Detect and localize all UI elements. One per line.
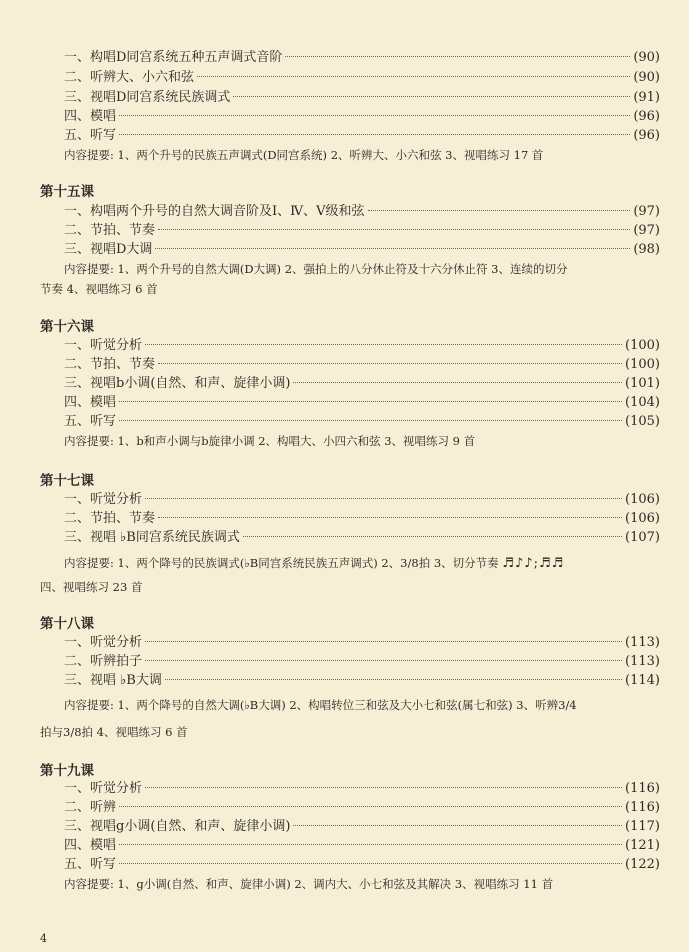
toc-entry-page: (105): [625, 414, 660, 429]
leader-dots: [158, 363, 622, 364]
leader-dots: [119, 806, 622, 807]
toc-entry-page: (113): [625, 654, 660, 669]
toc-entry[interactable]: [64, 528, 660, 548]
summary-text: 拍 3、切分节奏: [418, 556, 499, 570]
leader-dots: [158, 229, 630, 230]
content-summary-continued: 四、视唱练习 23 首: [40, 580, 143, 594]
toc-entry-page: (107): [625, 530, 660, 545]
leader-dots: [197, 76, 630, 77]
summary-text: 内容提要: 1、两个降号的民族调式(♭B同宫系统民族五声调式) 2、: [64, 556, 401, 570]
rhythm-notation: ♬♪♪;♬♬: [502, 556, 565, 571]
leader-dots: [165, 679, 622, 680]
leader-dots: [293, 382, 622, 383]
lesson-title[interactable]: 第十六课: [40, 319, 94, 335]
toc-entry[interactable]: [64, 633, 660, 653]
toc-entry-page: (100): [625, 338, 660, 353]
toc-entry[interactable]: [64, 671, 660, 691]
toc-entry-title: 三、视唱b小调(自然、和声、旋律小调): [64, 376, 291, 391]
toc-entry-title: 四、模唱: [64, 395, 117, 410]
leader-dots: [145, 787, 622, 788]
toc-entry-title: 一、听觉分析: [64, 492, 143, 507]
toc-entry-title: 四、模唱: [64, 109, 117, 124]
toc-entry[interactable]: [64, 107, 660, 127]
toc-entry-title: 三、视唱D大调: [64, 242, 153, 257]
time-signature: 3/4: [558, 698, 577, 712]
leader-dots: [119, 844, 622, 845]
toc-entry-title: 一、听觉分析: [64, 635, 143, 650]
toc-entry[interactable]: [64, 374, 660, 394]
toc-entry-page: (116): [625, 800, 660, 815]
toc-entry-title: 二、听辨大、小六和弦: [64, 70, 195, 85]
toc-entry-title: 五、听写: [64, 857, 117, 872]
toc-entry-title: 三、视唱 ♭B同宫系统民族调式: [64, 530, 240, 545]
toc-entry-page: (97): [633, 223, 660, 238]
leader-dots: [243, 536, 622, 537]
toc-entry[interactable]: [64, 393, 660, 413]
toc-entry-page: (100): [625, 357, 660, 372]
toc-entry-title: 五、听写: [64, 414, 117, 429]
toc-entry[interactable]: [64, 412, 660, 432]
lesson-title[interactable]: 第十九课: [40, 763, 94, 779]
content-summary: [64, 695, 577, 715]
toc-entry-title: 三、视唱g小调(自然、和声、旋律小调): [64, 819, 291, 834]
leader-dots: [293, 825, 622, 826]
leader-dots: [145, 498, 622, 499]
content-summary: 内容提要: 1、两个升号的自然大调(D大调) 2、强拍上的八分休止符及十六分休止符 3、连续的切分: [64, 262, 568, 276]
toc-entry-page: (106): [625, 492, 660, 507]
toc-entry-page: (114): [625, 673, 660, 688]
leader-dots: [145, 641, 622, 642]
leader-dots: [368, 210, 631, 211]
toc-entry-page: (98): [633, 242, 660, 257]
page-number: 4: [40, 932, 47, 945]
content-summary: 内容提要: 1、b和声小调与b旋律小调 2、构唱大、小四六和弦 3、视唱练习 9 首: [64, 434, 476, 448]
toc-entry-title: 一、构唱两个升号的自然大调音阶及Ⅰ、Ⅳ、Ⅴ级和弦: [64, 204, 365, 219]
leader-dots: [145, 660, 622, 661]
leader-dots: [158, 517, 622, 518]
leader-dots: [285, 56, 630, 57]
toc-entry-page: (91): [633, 90, 660, 105]
leader-dots: [119, 115, 630, 116]
toc-entry-title: 二、听辨拍子: [64, 654, 143, 669]
toc-entry-page: (122): [625, 857, 660, 872]
toc-entry[interactable]: [64, 240, 660, 260]
leader-dots: [119, 401, 622, 402]
leader-dots: [119, 420, 622, 421]
toc-entry[interactable]: [64, 68, 660, 88]
toc-entry-title: 三、视唱 ♭B大调: [64, 673, 162, 688]
content-summary: 内容提要: 1、两个升号的民族五声调式(D同宫系统) 2、听辨大、小六和弦 3、视唱练习 17 首: [64, 148, 544, 162]
toc-entry-page: (90): [633, 50, 660, 65]
toc-entry-title: 二、听辨: [64, 800, 117, 815]
leader-dots: [119, 134, 630, 135]
toc-entry[interactable]: [64, 855, 660, 875]
toc-entry-page: (101): [625, 376, 660, 391]
toc-entry-page: (97): [633, 204, 660, 219]
toc-entry-page: (121): [625, 838, 660, 853]
toc-entry-title: 一、听觉分析: [64, 781, 143, 796]
toc-entry-page: (96): [633, 128, 660, 143]
toc-entry[interactable]: [64, 126, 660, 146]
time-signature: 3/8: [400, 556, 419, 570]
lesson-title[interactable]: 第十五课: [40, 184, 94, 200]
toc-entry-title: 一、听觉分析: [64, 338, 143, 353]
toc-entry[interactable]: [64, 221, 660, 241]
toc-entry-page: (90): [633, 70, 660, 85]
leader-dots: [233, 96, 630, 97]
summary-text: 内容提要: 1、两个降号的自然大调(♭B大调) 2、构唱转位三和弦及大小七和弦(属七和弦) 3、听辨: [64, 698, 559, 712]
time-signature: 3/8: [63, 725, 82, 739]
toc-entry[interactable]: [64, 490, 660, 510]
toc-entry-title: 二、节拍、节奏: [64, 357, 156, 372]
toc-entry-title: 四、模唱: [64, 838, 117, 853]
content-summary: 内容提要: 1、g小调(自然、和声、旋律小调) 2、调内大、小七和弦及其解决 3、视唱练习 11 首: [64, 877, 554, 891]
toc-entry[interactable]: [64, 202, 660, 222]
toc-entry-title: 一、构唱D同宫系统五种五声调式音阶: [64, 50, 283, 65]
summary-text: 拍与: [40, 725, 63, 739]
toc-entry-title: 五、听写: [64, 128, 117, 143]
leader-dots: [119, 863, 622, 864]
toc-entry[interactable]: [64, 817, 660, 837]
toc-entry-page: (117): [625, 819, 660, 834]
toc-entry-page: (106): [625, 511, 660, 526]
toc-entry[interactable]: [64, 355, 660, 375]
toc-entry[interactable]: [64, 798, 660, 818]
toc-entry[interactable]: [64, 779, 660, 799]
content-summary-continued: 节奏 4、视唱练习 6 首: [40, 282, 158, 296]
leader-dots: [145, 344, 622, 345]
toc-entry-page: (116): [625, 781, 660, 796]
lesson-title[interactable]: 第十八课: [40, 616, 94, 632]
toc-entry[interactable]: [64, 336, 660, 356]
toc-entry[interactable]: [64, 652, 660, 672]
content-summary-continued: [40, 722, 188, 742]
toc-entry[interactable]: [64, 509, 660, 529]
toc-entry-title: 二、节拍、节奏: [64, 223, 156, 238]
toc-entry[interactable]: [64, 836, 660, 856]
toc-entry-page: (96): [633, 109, 660, 124]
leader-dots: [155, 248, 630, 249]
toc-entry[interactable]: [64, 88, 660, 108]
toc-entry-page: (104): [625, 395, 660, 410]
lesson-title[interactable]: 第十七课: [40, 473, 94, 489]
toc-entry-title: 二、节拍、节奏: [64, 511, 156, 526]
toc-entry-page: (113): [625, 635, 660, 650]
toc-entry-title: 三、视唱D同宫系统民族调式: [64, 90, 231, 105]
content-summary: [64, 553, 564, 574]
summary-text: 拍 4、视唱练习 6 首: [81, 725, 188, 739]
toc-entry[interactable]: [64, 48, 660, 68]
